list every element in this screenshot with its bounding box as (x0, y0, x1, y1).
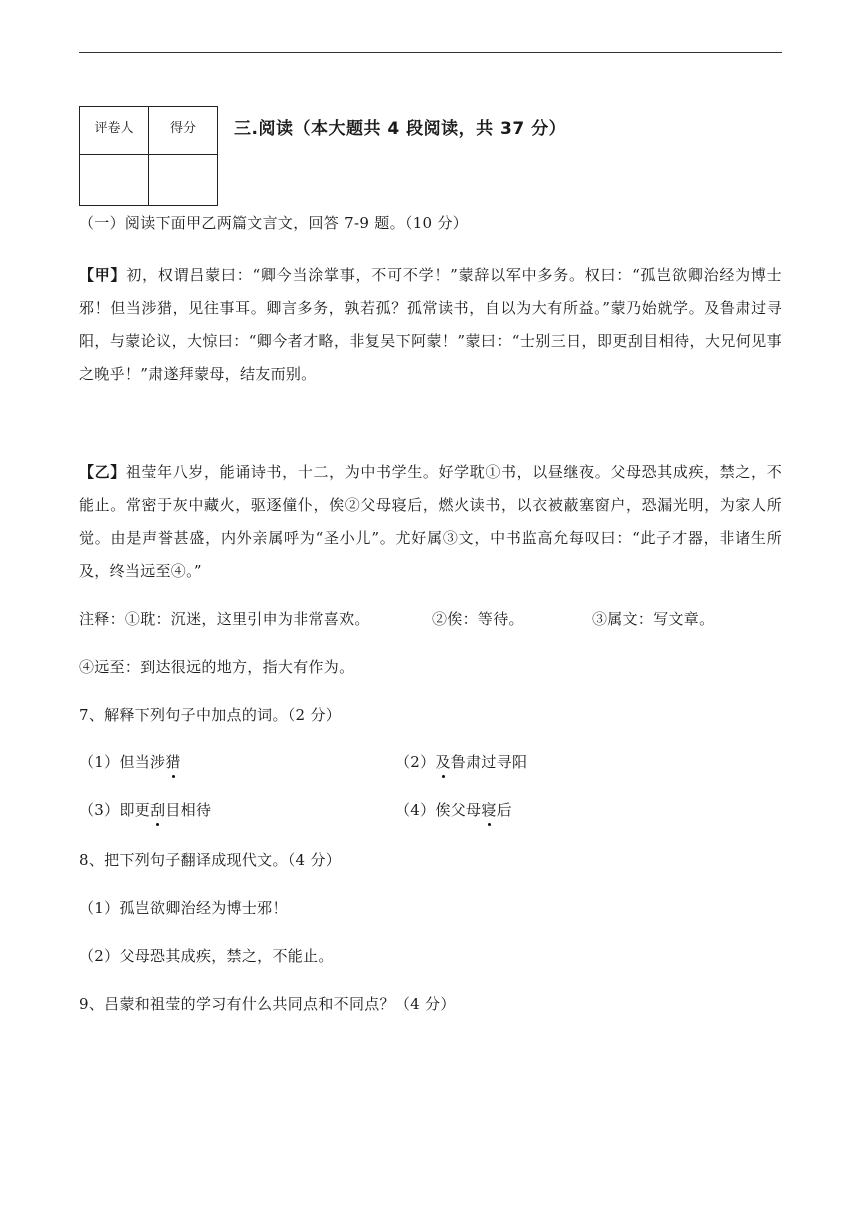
q7-item-3-pre: 即更 (119, 801, 151, 819)
q7-item-4-num: （4） (395, 801, 436, 819)
q7-item-2-num: （2） (395, 753, 436, 771)
q7-item-3-post: 目相待 (165, 801, 212, 819)
q7-item-1-dotted-char: 猎 (165, 753, 181, 771)
grader-score-table (79, 106, 218, 206)
q7-item-3 (79, 799, 211, 820)
note-1: ①耽：沉迷，这里引申为非常喜欢。 (124, 610, 370, 628)
q7-item-2-dotted-char: 及 (435, 753, 451, 771)
part1-intro: （一）阅读下面甲乙两篇文言文，回答 7-9 题。（10 分） (79, 214, 469, 232)
score-label: 得分 (149, 107, 218, 155)
q7-item-4-dotted-char: 寝 (481, 801, 497, 819)
note-3: ③属文：写文章。 (592, 610, 715, 628)
passage-yi (79, 456, 782, 588)
q7-item-1 (79, 751, 181, 772)
passage-yi-marker: 【乙】 (79, 463, 126, 481)
q8-item-1: （1）孤岂欲卿治经为博士邪！ (79, 899, 288, 917)
header-rule (79, 52, 782, 53)
q7-item-4 (395, 799, 512, 820)
section-title: 三.阅读（本大题共 4 段阅读，共 37 分） (234, 119, 567, 139)
q7-item-3-num: （3） (79, 801, 120, 819)
q7-stem: 7、解释下列句子中加点的词。（2 分） (79, 706, 342, 724)
q7-item-3-dotted-char: 刮 (150, 801, 166, 819)
q7-item-4-pre: 俟父母 (435, 801, 482, 819)
q7-item-2-post: 鲁肃过寻阳 (450, 753, 528, 771)
notes-line-1 (79, 608, 370, 629)
q8-stem: 8、把下列句子翻译成现代文。（4 分） (79, 851, 342, 869)
q7-item-1-num: （1） (79, 753, 120, 771)
q7-item-2 (395, 751, 527, 772)
q7-item-4-post: 后 (496, 801, 512, 819)
passage-jia (79, 259, 782, 391)
note-2: ②俟：等待。 (432, 610, 524, 628)
passage-yi-text: 祖莹年八岁，能诵诗书，十二，为中书学生。好学耽①书，以昼继夜。父母恐其成疾，禁之，不能止。常密于灰中藏火，驱逐僮仆，俟②父母寝后，燃火读书，以衣被蔽塞窗户，恐漏光明，为家人所觉。由是声誉甚盛，内外亲属呼为“圣小儿”。尤好属③文，中书监高允每叹曰：“此子才器，非诸生所及，终当远至④。” (79, 463, 782, 580)
reviewer-label: 评卷人 (80, 107, 149, 155)
q9-stem: 9、吕蒙和祖莹的学习有什么共同点和不同点？（4 分） (79, 995, 456, 1013)
score-cell[interactable] (149, 155, 218, 206)
q7-item-1-pre: 但当涉 (119, 753, 166, 771)
passage-jia-marker: 【甲】 (79, 266, 127, 284)
note-4: ④远至：到达很远的地方，指大有作为。 (79, 658, 355, 676)
notes-label: 注释： (79, 610, 125, 628)
passage-jia-text: 初，权谓吕蒙曰：“卿今当涂掌事，不可不学！”蒙辞以军中多务。权曰：“孤岂欲卿治经为博士邪！但当涉猎，见往事耳。卿言多务，孰若孤？孤常读书，自以为大有所益。”蒙乃始就学。及鲁肃过寻阳，与蒙论议，大惊曰：“卿今者才略，非复吴下阿蒙！”蒙曰：“士别三日，即更刮目相待，大兄何见事之晚乎！”肃遂拜蒙母，结友而别。 (79, 266, 782, 383)
q8-item-2: （2）父母恐其成疾，禁之，不能止。 (79, 947, 334, 965)
reviewer-cell[interactable] (80, 155, 149, 206)
